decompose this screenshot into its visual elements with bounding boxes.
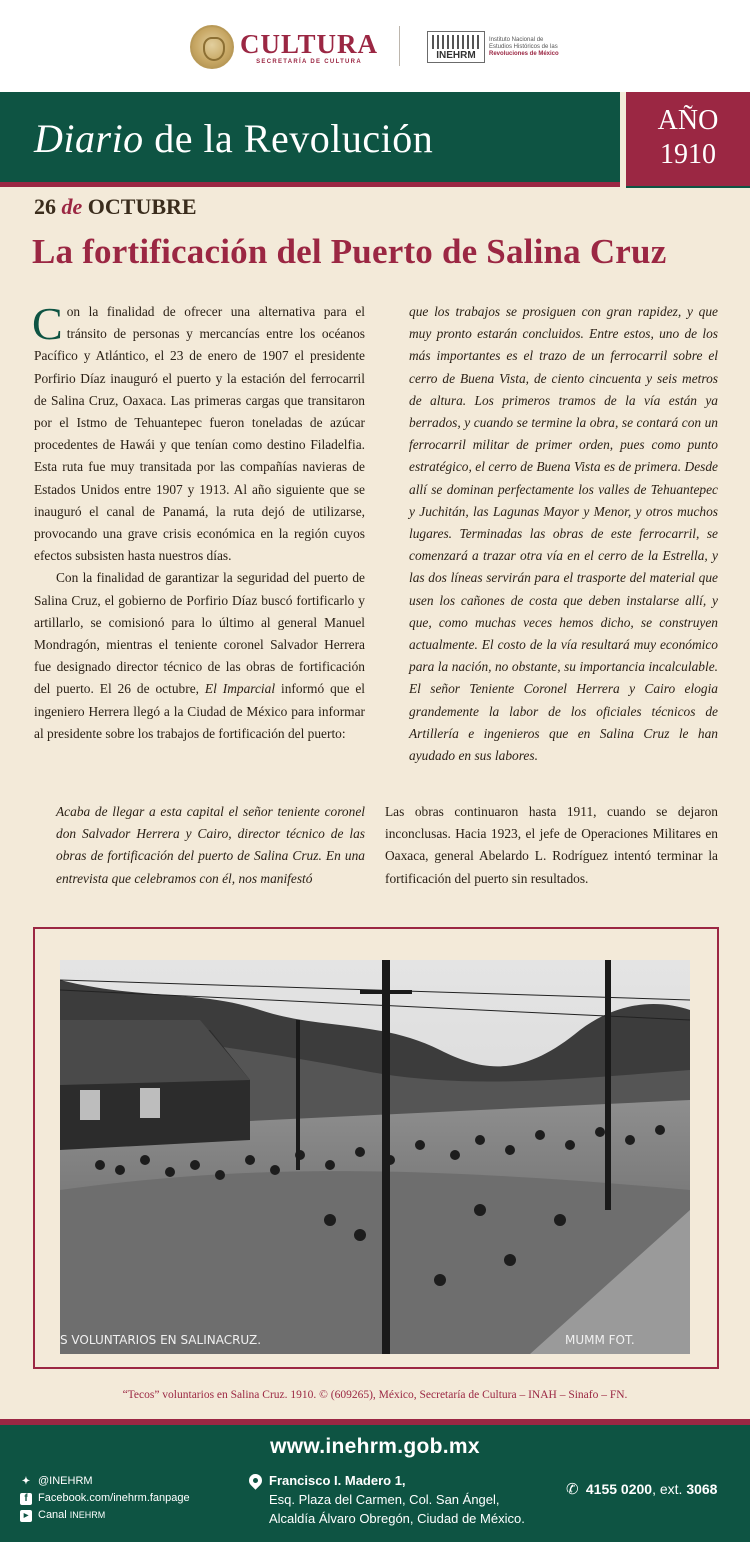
facebook-icon: f: [20, 1493, 32, 1505]
paragraph-1: Con la finalidad de ofrecer una alternativa para el tránsito de personas y mercancías entre los océanos Pacífico y Atlántico, el 23 de enero de 1907 el presidente Porfirio Díaz inauguró el puerto y la estación del ferrocarril de Salina Cruz, Oaxaca. Las primeras cargas que transitaron por el Istmo de Tehuantepec fueron toneladas de azúcar procedentes de Hawái y que tenían como destino Filadelfia. Esta ruta fue muy transitada por las compañías navieras de Estados Unidos entre 1907 y 1913. Al año siguiente que se inauguró el canal de Panamá, la ruta dejó de utilizarse, provocando una grave crisis económica en la región cuyos efectos subsisten hasta nuestros días.: [32, 298, 365, 564]
paragraph-2: Con la finalidad de garantizar la seguridad del puerto de Salina Cruz, el gobierno de Porfirio Díaz buscó fortificarlo y artillarlo, se comisionó para lo último al general Manuel Mondragón, mientras el teniente coronel Salvador Herrera fue designado director técnico de las obras de fortificación del puerto. El 26 de octubre, El Imparcial informó que el ingeniero Herrera llegó a la Ciudad de México para informar al presidente sobre los trabajos de fortificación del puerto:: [34, 570, 366, 741]
footer: [0, 1425, 750, 1542]
quote-start: Acaba de llegar a esta capital el señor teniente coronel don Salvador Herrera y Cairo, director técnico de las obras de fortificación del puerto de Salina Cruz. En una entrevista que celebramos con él, nos manifestó: [56, 804, 365, 886]
photo-inscription-left: S VOLUNTARIOS EN SALINACRUZ.: [60, 1333, 262, 1347]
paragraph-3: Las obras continuaron hasta 1911, cuando se dejaron inconclusas. Hacia 1923, el jefe de Operaciones Militares en Oaxaca, general Abelardo L. Rodríguez intentó terminar la fortificación del puerto sin resultados.: [385, 804, 718, 886]
social-links: [20, 1473, 190, 1524]
photo-inscription-right: MUMM FOT.: [565, 1333, 635, 1347]
inehrm-description: Instituto Nacional de Estudios Históricos de las Revoluciones de México: [489, 36, 559, 57]
address-street: Francisco I. Madero 1,: [269, 1473, 406, 1488]
photo-caption: “Tecos” voluntarios en Salina Cruz. 1910. © (609265), México, Secretaría de Cultura – INAH – Sinafo – FN.: [122, 1389, 628, 1401]
article-date: 26 de OCTUBRE: [34, 194, 197, 219]
address-line-2: Esq. Plaza del Carmen, Col. San Ángel,: [269, 1492, 500, 1507]
youtube-link[interactable]: ▶ Canal INEHRM: [20, 1507, 190, 1524]
article-headline: La fortificación del Puerto de Salina Cruz: [32, 232, 667, 271]
year-box: [626, 92, 750, 186]
address: [249, 1471, 525, 1528]
drop-cap: C: [32, 298, 63, 349]
year-label: AÑO: [657, 105, 719, 136]
phone-link[interactable]: ✆ 4155 0200, ext. 3068: [566, 1481, 718, 1498]
phone-icon: ✆: [566, 1481, 579, 1498]
cultura-logo[interactable]: [190, 24, 378, 70]
youtube-icon: ▶: [20, 1510, 32, 1522]
newspaper-name: El Imparcial: [204, 681, 276, 697]
facebook-link[interactable]: f Facebook.com/inehrm.fanpage: [20, 1490, 190, 1507]
twitter-link[interactable]: ✦ @INEHRM: [21, 1475, 93, 1487]
article-column-left: [32, 298, 366, 745]
series-title: Diario de la Revolución: [34, 116, 434, 161]
eagle-seal-icon: [190, 25, 234, 69]
cultura-wordmark: CULTURA: [240, 28, 379, 59]
logo-divider: [399, 26, 400, 66]
year-value: 1910: [660, 139, 716, 170]
twitter-icon: ✦: [21, 1475, 31, 1487]
address-line-3: Alcaldía Álvaro Obregón, Ciudad de México.: [269, 1511, 525, 1526]
year-box-rule: [626, 186, 750, 188]
website-link[interactable]: www.inehrm.gob.mx: [270, 1435, 480, 1458]
map-pin-icon: [246, 1471, 264, 1489]
quote-continuation: que los trabajos se prosiguen con gran rapidez, y que muy pronto estarán concluidos. Entre estos, uno de los más importantes es el trazo de un ferrocarril sobre el cerro de Buena Vista, de ciento cincuenta y seis metros de altura. Los primeros tramos de la vía están ya berrados, y cuando se termine la obra, se contará con un ferrocarril militar de primer orden, pues como punto estratégico, el cerro de Buena Vista es de primera. Desde allí se dominan perfectamente los valles de Tehuantepec y Juchitán, las Lagunas Mayor y Menor, y otros muchos lugares. Terminadas las obras de este ferrocarril, se comenzará a trazar otra vía en el cerro de la Estrella, y las dos líneas servirán para el trasporte del material que usen los cañones de costa que deben instalarse allí, y que, como muchas veces hemos dicho, se construyen actualmente. El costo de la vía resultará muy económico para la nación, no obstante, su importancia incalculable. El señor Teniente Coronel Herrera y Cairo elogia grandemente la labor de los oficiales técnicos de Artillería e ingenieros que en Salina Cruz le han ayudado en sus labores.: [409, 304, 718, 764]
inehrm-logo[interactable]: [427, 30, 565, 64]
title-band-rule: [0, 182, 620, 187]
phone-number: 4155 0200: [585, 1481, 653, 1497]
inehrm-building-icon: INEHRM: [427, 31, 485, 63]
historic-photo[interactable]: [60, 960, 690, 1354]
cultura-subtitle: SECRETARÍA DE CULTURA: [256, 58, 362, 65]
phone-extension: 3068: [686, 1481, 718, 1497]
